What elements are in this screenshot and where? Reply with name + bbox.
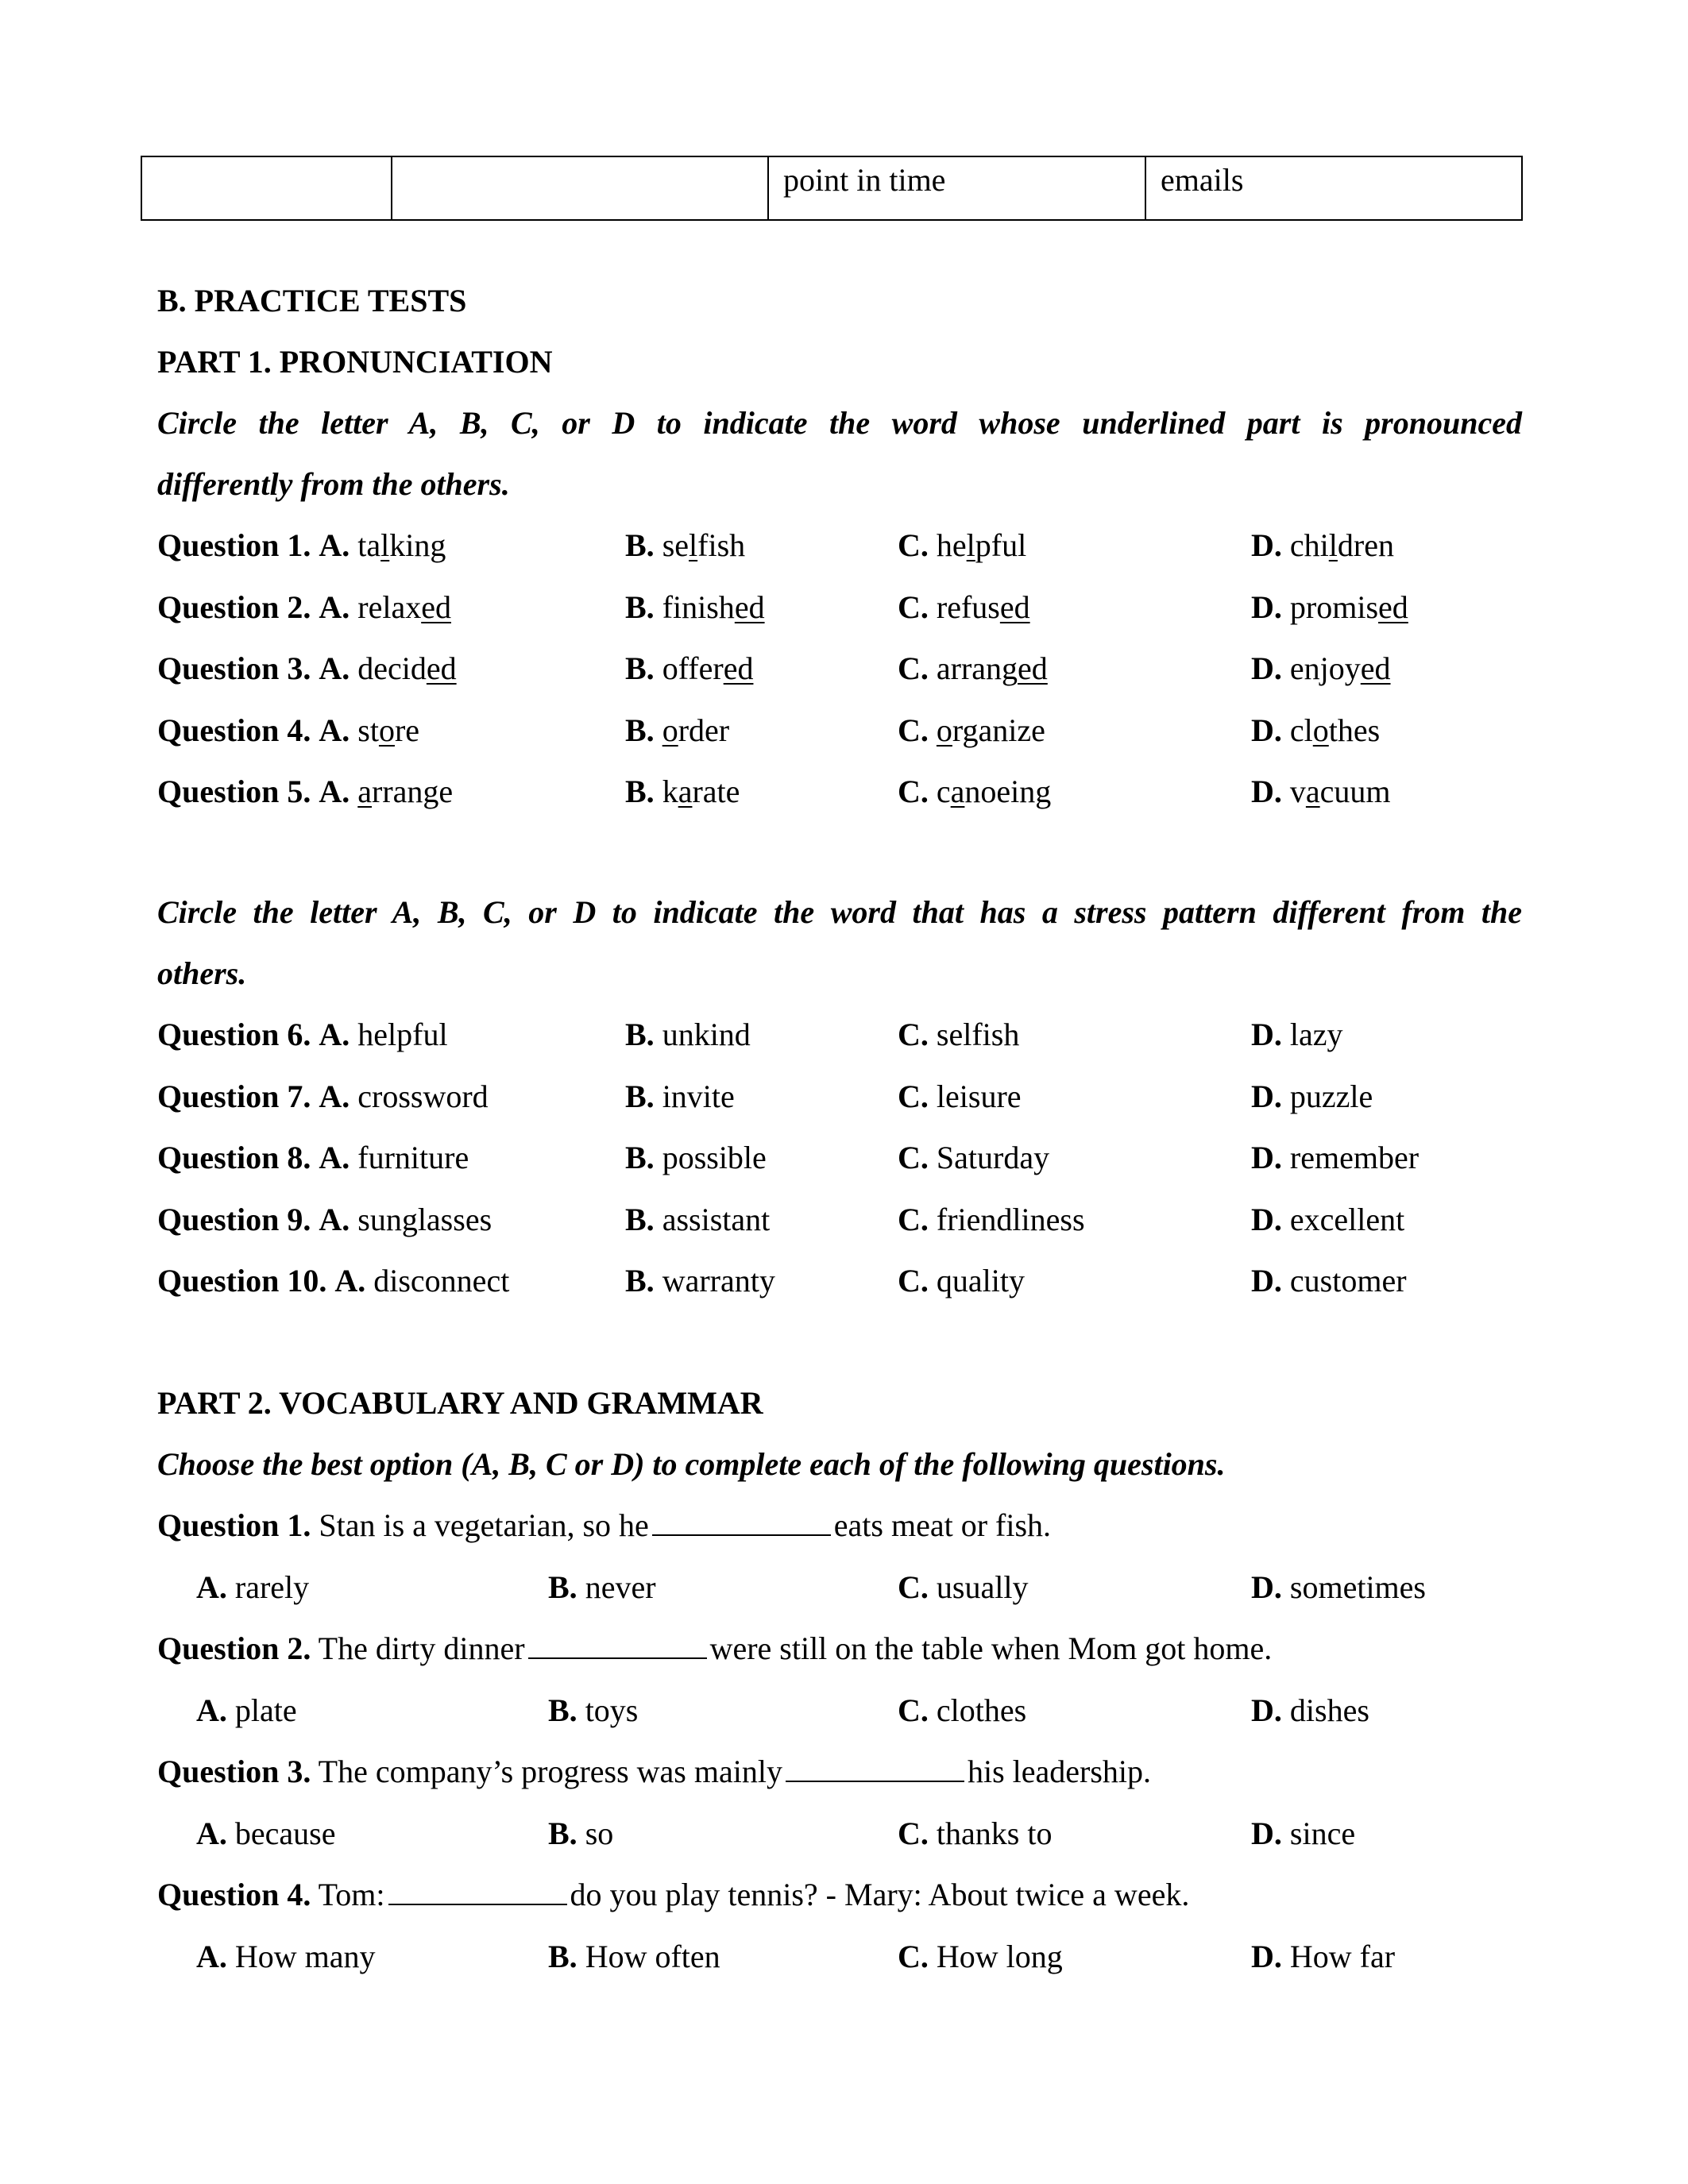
option-letter: A. bbox=[319, 712, 350, 748]
option[interactable] bbox=[625, 1139, 767, 1177]
option-text: sometimes bbox=[1289, 1569, 1426, 1605]
option-letter: D. bbox=[1251, 588, 1282, 625]
option-letter: C. bbox=[898, 1017, 929, 1052]
option[interactable] bbox=[625, 712, 729, 750]
word-part: rate bbox=[692, 774, 740, 809]
option-text: How long bbox=[936, 1938, 1063, 1974]
option-text: quality bbox=[936, 1263, 1025, 1298]
option[interactable] bbox=[898, 1938, 1063, 1976]
word-part: decid bbox=[357, 650, 427, 686]
question-stem bbox=[157, 1630, 1272, 1668]
option-text: so bbox=[585, 1815, 614, 1851]
underlined-part: l bbox=[380, 527, 390, 563]
option-text: leisure bbox=[936, 1078, 1022, 1114]
option[interactable] bbox=[898, 1692, 1026, 1730]
option-text: How often bbox=[585, 1938, 720, 1974]
option-text: assistant bbox=[662, 1201, 771, 1237]
underlined-part: ed bbox=[426, 650, 457, 686]
option[interactable] bbox=[157, 1201, 492, 1239]
word-part: st bbox=[357, 712, 379, 748]
option-letter: A. bbox=[319, 650, 350, 686]
option-letter: B. bbox=[625, 527, 655, 563]
underlined-part: ed bbox=[1378, 588, 1408, 625]
stem-after: were still on the table when Mom got home. bbox=[709, 1630, 1273, 1666]
option-letter: A. bbox=[319, 527, 350, 563]
option[interactable] bbox=[196, 1815, 335, 1853]
word-part: c bbox=[936, 774, 951, 809]
question-label: Question 9. bbox=[157, 1201, 311, 1237]
table-cell: point in time bbox=[768, 156, 1145, 220]
underlined-part: a bbox=[357, 774, 373, 809]
answer-blank[interactable] bbox=[388, 1877, 567, 1905]
option-letter: D. bbox=[1251, 1078, 1282, 1114]
part2-instruction: Choose the best option (A, B, C or D) to complete each of the following questions. bbox=[157, 1446, 1226, 1482]
underlined-part: a bbox=[678, 774, 693, 809]
underlined-part: l bbox=[1328, 527, 1338, 563]
word-part: enjoy bbox=[1289, 650, 1361, 686]
option-letter: B. bbox=[625, 1263, 655, 1298]
question-label: Question 1. bbox=[157, 1507, 311, 1543]
option-letter: C. bbox=[898, 1201, 929, 1237]
option-letter: D. bbox=[1251, 1938, 1282, 1974]
option-letter: D. bbox=[1251, 527, 1282, 563]
option[interactable] bbox=[1251, 1016, 1343, 1054]
question-label: Question 5. bbox=[157, 774, 311, 809]
option[interactable] bbox=[157, 1078, 489, 1116]
option-letter: A. bbox=[319, 1201, 350, 1237]
option[interactable] bbox=[548, 1815, 613, 1853]
word-part: re bbox=[394, 712, 420, 748]
question-label: Question 4. bbox=[157, 712, 311, 748]
option[interactable] bbox=[548, 1692, 638, 1730]
option-text: crossword bbox=[357, 1078, 489, 1114]
word-part: v bbox=[1289, 774, 1306, 809]
option-text: plate bbox=[234, 1692, 297, 1728]
word-part: rganize bbox=[952, 712, 1045, 748]
option[interactable] bbox=[157, 1016, 448, 1054]
option[interactable] bbox=[196, 1938, 376, 1976]
stem-after: eats meat or fish. bbox=[833, 1507, 1052, 1543]
option[interactable] bbox=[196, 1569, 309, 1607]
option-letter: D. bbox=[1251, 712, 1282, 748]
stem-before: The dirty dinner bbox=[318, 1630, 525, 1666]
question-stem bbox=[157, 1753, 1151, 1791]
option[interactable] bbox=[898, 1815, 1052, 1853]
option[interactable] bbox=[157, 773, 453, 811]
answer-blank[interactable] bbox=[786, 1754, 964, 1782]
option-letter: C. bbox=[898, 1692, 929, 1728]
option[interactable] bbox=[548, 1569, 656, 1607]
option-letter: B. bbox=[625, 650, 655, 686]
option[interactable] bbox=[625, 527, 745, 565]
underlined-part: ed bbox=[999, 588, 1030, 625]
option[interactable] bbox=[196, 1692, 297, 1730]
option[interactable] bbox=[1251, 527, 1394, 565]
option-letter: B. bbox=[625, 774, 655, 809]
option[interactable] bbox=[1251, 1078, 1373, 1116]
word-part: fish bbox=[697, 527, 746, 563]
option[interactable] bbox=[625, 650, 753, 688]
stress-instruction-line2: others. bbox=[157, 955, 247, 991]
option-text: never bbox=[585, 1569, 656, 1605]
option-text: invite bbox=[662, 1078, 735, 1114]
question-label: Question 3. bbox=[157, 1754, 311, 1789]
word-part: cuum bbox=[1319, 774, 1391, 809]
option-text: warranty bbox=[662, 1263, 775, 1298]
question-label: Question 2. bbox=[157, 1630, 311, 1666]
option[interactable] bbox=[625, 1262, 775, 1300]
option-letter: D. bbox=[1251, 1569, 1282, 1605]
option-letter: C. bbox=[898, 588, 929, 625]
part1-title: PART 1. PRONUNCIATION bbox=[157, 344, 553, 380]
option[interactable] bbox=[1251, 1139, 1419, 1177]
option-text: puzzle bbox=[1289, 1078, 1373, 1114]
underlined-part: l bbox=[689, 527, 698, 563]
option-letter: D. bbox=[1251, 1017, 1282, 1052]
underlined-part: ed bbox=[1360, 650, 1391, 686]
option-letter: B. bbox=[548, 1569, 577, 1605]
word-part: refus bbox=[936, 588, 1000, 625]
option-text: Saturday bbox=[936, 1140, 1050, 1175]
option[interactable] bbox=[1251, 1201, 1404, 1239]
option-letter: D. bbox=[1251, 1140, 1282, 1175]
option-text: helpful bbox=[357, 1017, 448, 1052]
underlined-part: l bbox=[966, 527, 975, 563]
underlined-part: o bbox=[662, 712, 678, 748]
underlined-part: o bbox=[936, 712, 952, 748]
word-part: se bbox=[662, 527, 689, 563]
option[interactable] bbox=[898, 650, 1048, 688]
word-part: he bbox=[936, 527, 967, 563]
option[interactable] bbox=[625, 1016, 751, 1054]
option-letter: B. bbox=[625, 712, 655, 748]
option-letter: A. bbox=[196, 1569, 227, 1605]
answer-blank[interactable] bbox=[652, 1507, 831, 1536]
underlined-part: ed bbox=[734, 588, 765, 625]
option-letter: D. bbox=[1251, 1263, 1282, 1298]
option[interactable] bbox=[157, 650, 457, 688]
option-letter: B. bbox=[548, 1938, 577, 1974]
option-text: since bbox=[1289, 1815, 1356, 1851]
option-text: selfish bbox=[936, 1017, 1020, 1052]
option[interactable] bbox=[898, 588, 1030, 627]
option-letter: C. bbox=[898, 1140, 929, 1175]
option[interactable] bbox=[898, 527, 1026, 565]
option-text: How far bbox=[1289, 1938, 1396, 1974]
part2-title: PART 2. VOCABULARY AND GRAMMAR bbox=[157, 1385, 763, 1421]
table-cell bbox=[392, 156, 768, 220]
option-text: dishes bbox=[1289, 1692, 1369, 1728]
option[interactable] bbox=[1251, 1692, 1369, 1730]
question-stem bbox=[157, 1507, 1051, 1545]
option-letter: A. bbox=[196, 1692, 227, 1728]
question-label: Question 1. bbox=[157, 527, 311, 563]
option-text: excellent bbox=[1289, 1201, 1405, 1237]
option[interactable] bbox=[1251, 1262, 1407, 1300]
stress-instruction-line1: Circle the letter A, B, C, or D to indicate the word that has a stress pattern different from the bbox=[157, 894, 1522, 930]
word-part: rrange bbox=[372, 774, 454, 809]
option-letter: A. bbox=[319, 1078, 350, 1114]
option[interactable] bbox=[1251, 712, 1380, 750]
option-text: usually bbox=[936, 1569, 1029, 1605]
question-label: Question 6. bbox=[157, 1017, 311, 1052]
vocabulary-table-fragment bbox=[141, 156, 1523, 221]
option-letter: C. bbox=[898, 1569, 929, 1605]
stem-before: The company’s progress was mainly bbox=[318, 1754, 782, 1789]
option[interactable] bbox=[157, 588, 451, 627]
underlined-part: ed bbox=[421, 588, 451, 625]
question-label: Question 3. bbox=[157, 650, 311, 686]
option-letter: B. bbox=[548, 1815, 577, 1851]
word-part: cl bbox=[1289, 712, 1313, 748]
option-text: toys bbox=[585, 1692, 639, 1728]
option-text: lazy bbox=[1289, 1017, 1343, 1052]
option-letter: C. bbox=[898, 1078, 929, 1114]
word-part: rder bbox=[678, 712, 730, 748]
option-letter: B. bbox=[625, 1140, 655, 1175]
option-letter: C. bbox=[898, 1938, 929, 1974]
option-text: friendliness bbox=[936, 1201, 1085, 1237]
option-text: How many bbox=[234, 1938, 376, 1974]
option-text: unkind bbox=[662, 1017, 751, 1052]
question-label: Question 8. bbox=[157, 1140, 311, 1175]
option[interactable] bbox=[1251, 1815, 1355, 1853]
option-letter: D. bbox=[1251, 650, 1282, 686]
option-letter: A. bbox=[196, 1938, 227, 1974]
option[interactable] bbox=[1251, 650, 1391, 688]
option-text: furniture bbox=[357, 1140, 469, 1175]
option-letter: C. bbox=[898, 650, 929, 686]
underlined-part: ed bbox=[1018, 650, 1048, 686]
option-letter: A. bbox=[319, 588, 350, 625]
option[interactable] bbox=[625, 588, 765, 627]
answer-blank[interactable] bbox=[528, 1630, 707, 1659]
option-letter: D. bbox=[1251, 1692, 1282, 1728]
question-stem bbox=[157, 1876, 1189, 1914]
option-text: sunglasses bbox=[357, 1201, 492, 1237]
word-part: promis bbox=[1289, 588, 1379, 625]
option[interactable] bbox=[625, 1078, 735, 1116]
option[interactable] bbox=[157, 712, 419, 750]
option[interactable] bbox=[1251, 588, 1408, 627]
option-text: customer bbox=[1289, 1263, 1407, 1298]
option-letter: B. bbox=[625, 1078, 655, 1114]
option[interactable] bbox=[1251, 1569, 1426, 1607]
pronunciation-instruction-line1: Circle the letter A, B, C, or D to indicate the word whose underlined part is pronounced bbox=[157, 405, 1522, 441]
option-letter: B. bbox=[625, 1201, 655, 1237]
option[interactable] bbox=[1251, 773, 1391, 811]
table-row bbox=[141, 156, 1522, 220]
underlined-part: a bbox=[950, 774, 965, 809]
question-label: Question 7. bbox=[157, 1078, 311, 1114]
option-letter: C. bbox=[898, 527, 929, 563]
word-part: ta bbox=[357, 527, 381, 563]
option[interactable] bbox=[898, 712, 1045, 750]
option[interactable] bbox=[898, 1078, 1022, 1116]
option[interactable] bbox=[898, 1016, 1019, 1054]
option-text: rarely bbox=[234, 1569, 310, 1605]
table-cell bbox=[141, 156, 392, 220]
option[interactable] bbox=[898, 773, 1051, 811]
underlined-part: a bbox=[1305, 774, 1320, 809]
option-text: remember bbox=[1289, 1140, 1420, 1175]
option[interactable] bbox=[898, 1262, 1025, 1300]
stem-before: Stan is a vegetarian, so he bbox=[319, 1507, 649, 1543]
option-text: possible bbox=[662, 1140, 767, 1175]
word-part: king bbox=[389, 527, 446, 563]
option-text: disconnect bbox=[373, 1263, 510, 1298]
word-part: thes bbox=[1328, 712, 1381, 748]
option[interactable] bbox=[548, 1938, 720, 1976]
option-letter: D. bbox=[1251, 1201, 1282, 1237]
option-letter: A. bbox=[319, 1140, 350, 1175]
word-part: finish bbox=[662, 588, 735, 625]
option[interactable] bbox=[157, 1139, 469, 1177]
stem-after: do you play tennis? - Mary: About twice a week. bbox=[570, 1877, 1190, 1912]
option-letter: A. bbox=[196, 1815, 227, 1851]
section-title: B. PRACTICE TESTS bbox=[157, 283, 467, 318]
option[interactable] bbox=[157, 527, 446, 565]
option-text: clothes bbox=[936, 1692, 1027, 1728]
word-part: pful bbox=[975, 527, 1027, 563]
option[interactable] bbox=[1251, 1938, 1395, 1976]
option-letter: C. bbox=[898, 1263, 929, 1298]
word-part: arrang bbox=[936, 650, 1018, 686]
option-letter: C. bbox=[898, 774, 929, 809]
option-letter: C. bbox=[898, 712, 929, 748]
underlined-part: ed bbox=[723, 650, 754, 686]
option-letter: C. bbox=[898, 1815, 929, 1851]
option-letter: D. bbox=[1251, 774, 1282, 809]
option[interactable] bbox=[898, 1201, 1085, 1239]
option-text: thanks to bbox=[936, 1815, 1053, 1851]
option-letter: A. bbox=[319, 774, 350, 809]
option[interactable] bbox=[625, 1201, 770, 1239]
question-label: Question 2. bbox=[157, 588, 311, 625]
underlined-part: o bbox=[378, 712, 395, 748]
stem-after: his leadership. bbox=[967, 1754, 1152, 1789]
word-part: offer bbox=[662, 650, 724, 686]
underlined-part: o bbox=[1312, 712, 1329, 748]
word-part: chi bbox=[1289, 527, 1329, 563]
option[interactable] bbox=[898, 1139, 1049, 1177]
word-part: k bbox=[662, 774, 678, 809]
question-label: Question 10. bbox=[157, 1263, 327, 1298]
option-letter: B. bbox=[548, 1692, 577, 1728]
option-letter: D. bbox=[1251, 1815, 1282, 1851]
option-letter: A. bbox=[319, 1017, 350, 1052]
table-cell: emails bbox=[1145, 156, 1522, 220]
stem-before: Tom: bbox=[318, 1877, 385, 1912]
word-part: dren bbox=[1337, 527, 1394, 563]
question-label: Question 4. bbox=[157, 1877, 311, 1912]
option[interactable] bbox=[898, 1569, 1028, 1607]
pronunciation-instruction-line2: differently from the others. bbox=[157, 466, 510, 502]
option[interactable] bbox=[625, 773, 740, 811]
option-letter: A. bbox=[334, 1263, 366, 1298]
word-part: noeing bbox=[964, 774, 1052, 809]
option-letter: B. bbox=[625, 1017, 655, 1052]
word-part: relax bbox=[357, 588, 422, 625]
option-text: because bbox=[234, 1815, 336, 1851]
option-letter: B. bbox=[625, 588, 655, 625]
option[interactable] bbox=[157, 1262, 509, 1300]
